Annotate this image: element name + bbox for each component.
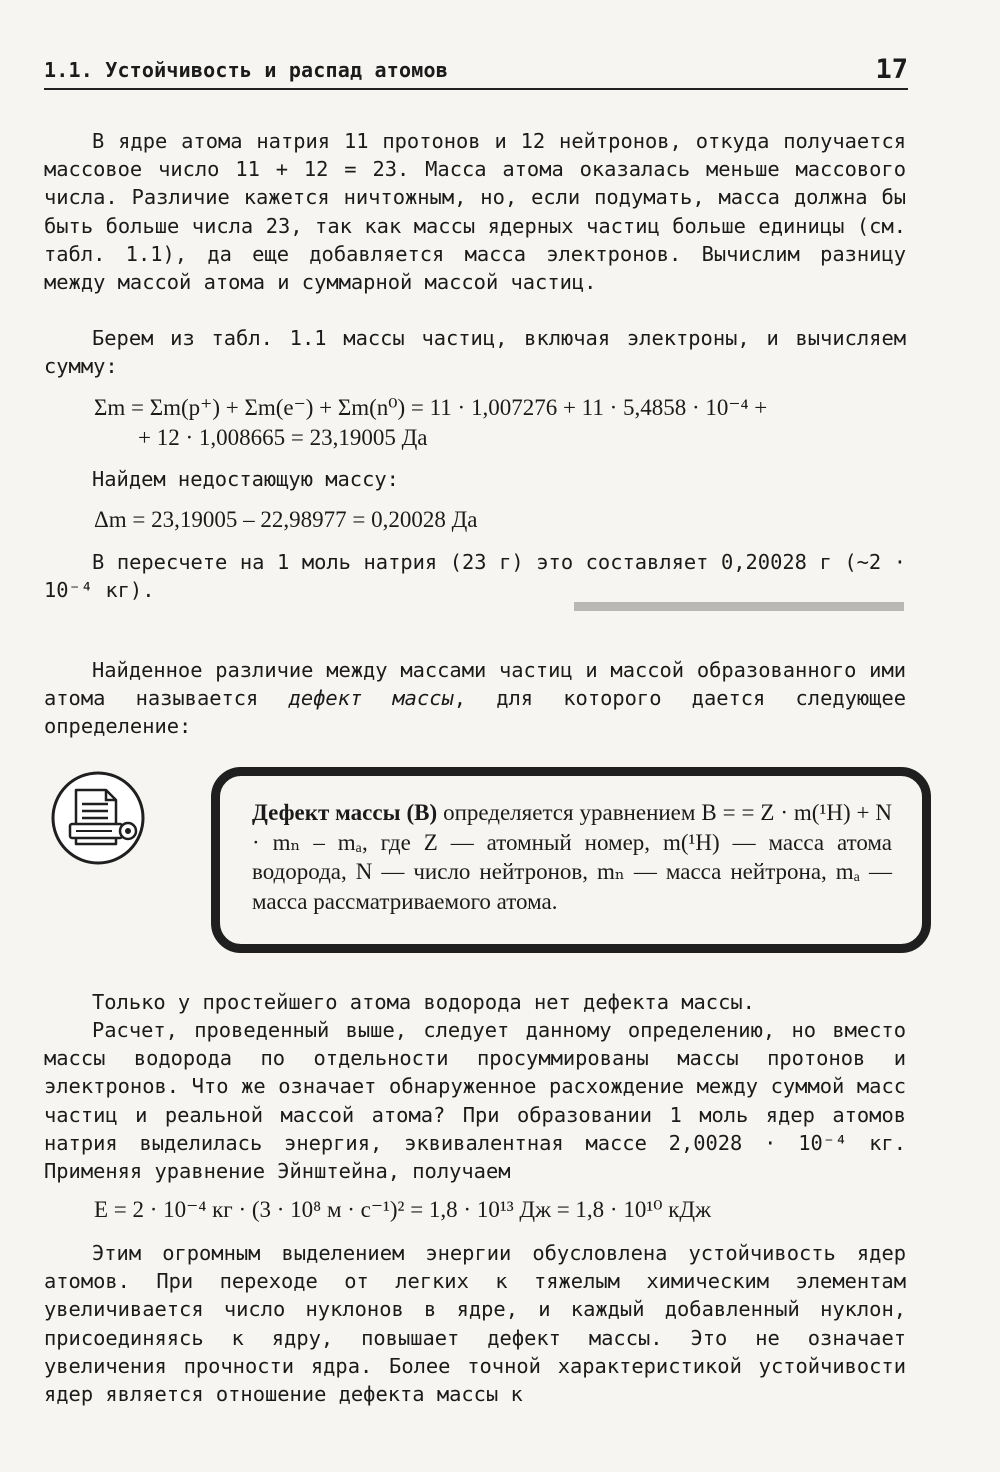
document-key-icon <box>50 770 146 866</box>
paragraph-hydrogen-no-defect: Только у простейшего атома водорода нет дефекта массы. <box>92 990 755 1014</box>
running-header <box>44 56 908 90</box>
definition-term: Дефект массы (B) <box>252 800 438 825</box>
paragraph-nuclear-stability: Этим огромным выделением энергии обусловлена устойчивость ядер атомов. При переходе от легких к тяжелым химическим элементам увеличивается число нуклонов в ядре, и каждый добавленный нуклон, присоединяясь к ядру, повышает дефект массы. Это не означает увеличения прочности ядра. Более точной характеристикой устойчивости ядер является отношение дефекта массы к <box>44 1241 906 1407</box>
mass-defect-term: дефект массы <box>288 686 454 711</box>
paragraph-mass-defect-intro: Найденное различие между массами частиц и массой образованного ими атома называется дефект массы, для которого дается следующее определение: <box>44 658 907 739</box>
formula-energy: E = 2 · 10⁻⁴ кг · (3 · 10⁸ м · с⁻¹)² = 1,8 · 10¹³ Дж = 1,8 · 10¹⁰ кДж <box>94 1197 711 1222</box>
formula-mass-difference: Δm = 23,19005 – 22,98977 = 0,20028 Да <box>94 507 478 532</box>
page-number: 17 <box>875 54 908 85</box>
paragraph-sodium-nucleus: В ядре атома натрия 11 протонов и 12 нейтронов, откуда получается массовое число 11 + 12 = 23. Масса атома оказалась меньше массового числа. Различие кажется ничтожным, но, если подумать, масса должна бы быть больше числа 23, так как массы ядерных частиц больше единицы (см. табл. 1.1), да еще добавляется масса электронов. Вычислим разницу между массой атома и суммарной массой частиц. <box>44 129 906 295</box>
paragraph-compute-sum: Берем из табл. 1.1 массы частиц, включая электроны, и вычисляем сумму: <box>44 326 906 379</box>
formula-sum-line-1: Σm = Σm(p⁺) + Σm(e⁻) + Σm(n⁰) = 11 · 1,007276 + 11 · 5,4858 · 10⁻⁴ + <box>94 395 768 420</box>
definition-text: Дефект массы (B) определяется уравнением B = = Z · m(¹H) + N · mₙ – mₐ, где Z — атомный номер, m(¹H) — масса атома водорода, N — число нейтронов, mₙ — масса нейтрона, mₐ — масса рассматриваемого атома. <box>252 800 893 914</box>
paragraph-per-mole: В пересчете на 1 моль натрия (23 г) это составляет 0,20028 г (~2 · 10⁻⁴ кг). <box>44 550 906 603</box>
formula-sum-line-2: + 12 · 1,008665 = 23,19005 Да <box>138 425 428 450</box>
definition-box <box>211 767 931 953</box>
gray-divider-bar <box>574 602 904 611</box>
paragraph-find-missing-mass: Найдем недостающую массу: <box>92 467 399 491</box>
paragraph-einstein-intro: Расчет, проведенный выше, следует данному определению, но вместо массы водорода по отдельности просуммированы массы протонов и электронов. Что же означает обнаруженное расхождение между суммой масс частиц и реальной массой атома? При образовании 1 моль ядер атомов натрия выделилась энергия, эквивалентная массе 2,0028 · 10⁻⁴ кг. Применяя уравнение Эйнштейна, получаем <box>44 1018 906 1184</box>
section-title: 1.1. Устойчивость и распад атомов <box>44 58 448 82</box>
